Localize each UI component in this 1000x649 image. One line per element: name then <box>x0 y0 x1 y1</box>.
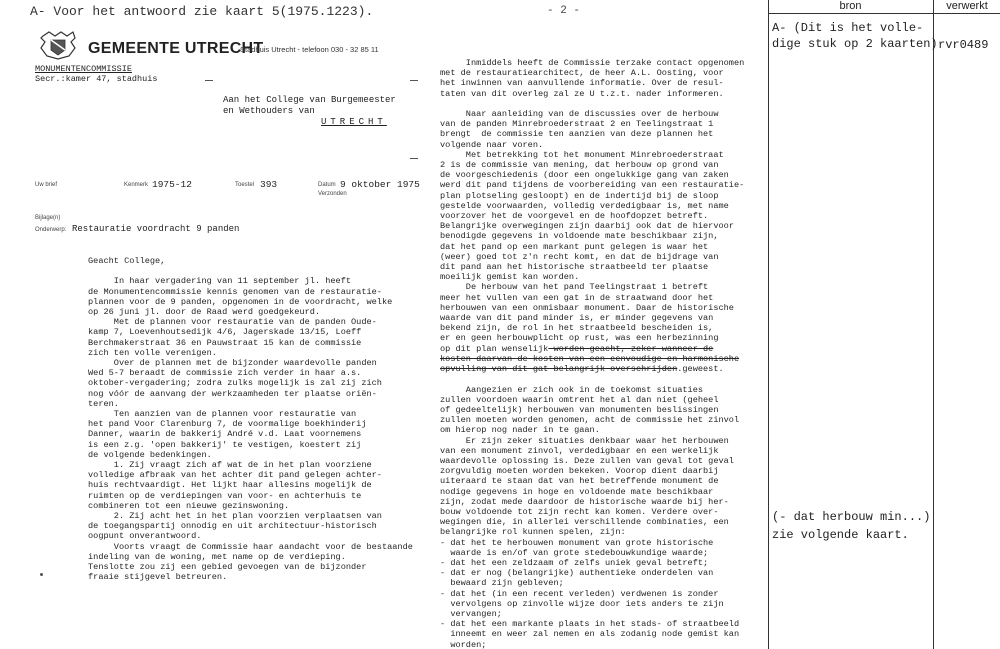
datum-value: 9 oktober 1975 <box>340 179 420 190</box>
verwerkt-value: rvr0489 <box>938 38 989 52</box>
struck-text: worden geacht, zeker wanneer de <box>548 343 714 354</box>
onderwerp-value: Restauratie voordracht 9 panden <box>72 224 240 234</box>
paper-speck <box>40 573 43 576</box>
commission-name: MONUMENTENCOMMISSIE <box>35 64 132 74</box>
column-divider <box>768 0 769 649</box>
fold-mark <box>410 80 418 81</box>
struck-text: opvulling van dit gat belangrijk overschrijden <box>440 364 678 375</box>
datum-label: Datum <box>318 182 336 188</box>
bron-note: A- (Dit is het volle- dige stuk op 2 kaarten) <box>772 21 938 51</box>
letter-body-right <box>440 58 744 649</box>
commission-room: Secr.:kamer 47, stadhuis <box>35 74 158 84</box>
addressee-city: UTRECHT <box>321 117 387 127</box>
addressee-line: en Wethouders van <box>223 106 315 116</box>
commission-block <box>35 64 157 84</box>
letter-paragraphs-b: Aangezien er zich ook in de toekomst situaties zullen voordoen waarin omtrent het al dan niet (geheel of gedeeltelijk) herbouwen van monumenten beslissingen zullen moeten worden genomen, acht de commissie het zinvol om hierop nog nader in te gaan. Er zijn zeker situaties denkbaar waar het herbouwen van een monument zinvol, verdedigbaar en een werkelijk waardevolle oplossing is. Deze zullen van geval tot geval zorgvuldig moeten worden bekeken. Voorop dient daarbij uiteraard te staan dat van het betreffende monument de nodige gegevens in hoge en voldoende mate beschikbaar zijn, zodat mede daardoor de historische waarde bij her- bouw voldoende tot zijn recht kan komen. Verdere over- wegingen die, in allerlei verschillende combinaties, een belangrijke rol kunnen spelen, zijn: - dat het te herbouwen monument van grote historische waarde is en/of van grote stedebouwkundige waarde; - dat het een zeldzaam of zelfs uniek geval betreft; - dat er nog (belangrijke) authentieke onderdelen van bewaard zijn gebleven; - dat het (in een recent verleden) verdwenen is zonder vervolgens op zinvolle wijze door iets anders te zijn vervangen; - dat het een markante plaats in het stads- of straatbeeld inneemt en weer zal nemen en als zodanig node gemist kan worden; <box>440 384 740 649</box>
fold-mark <box>410 158 418 159</box>
page-number: - 2 - <box>547 5 581 17</box>
city-crest-icon <box>35 30 81 60</box>
uw-brief-label: Uw brief <box>35 182 58 188</box>
verwerkt-header: verwerkt <box>946 0 988 12</box>
addressee-block <box>223 95 396 128</box>
column-divider <box>933 0 934 649</box>
bron-header: bron <box>839 0 862 12</box>
letter-body-left: Geacht College, In haar vergadering van 11 september jl. heeft de Monumentencommissie kennis genomen van de restauratie- plannen voor de 9 panden, opgenomen in de voordracht, welke op 26 juni jl. door de Raad werd goedgekeurd. Met de plannen voor restauratie van de panden Oude- kamp 7, Loevenhoutsedijk 4/6, Jagerskade 13/15, Loeff Berchmakerstraat 36 en Pauwstraat 15 kan de commissie zich ten volle verenigen. Over de plannen met de bijzonder waardevolle panden Wed 5-7 beraadt de commissie zich verder in haar a.s. oktober-vergadering; zodra zulks mogelijk is zal zij zich nog vóór de aanvang der werkzaamheden ter plaatse oriën- teren. Ten aanzien van de plannen voor restauratie van het pand Voor Clarenburg 7, de voormalige boekhinderij Danner, waarin de bakkerij André v.d. Laat voornemens is een z.g. 'open bakkerij' te vestigen, koestert zij de volgende bedenkingen. 1. Zij vraagt zich af wat de in het plan voorziene volledige afbraak van het achter dit pand gelegen achter- huis rechtvaardigt. Het lijkt haar allesins mogelijk de ruimten op de verdiepingen van voor- en achterhuis te combineren tot een nieuwe gezinswoning. 2. Zij acht het in het plan voorzien verplaatsen van de toegangspartij onnodig en uit architectuur-historisch oogpunt onverantwoord. Voorts vraagt de Commissie haar aandacht voor de bestaande indeling van de woning, met name op de verdieping. Tenslotte zou zij een gebied gevoegen van de bijzonder fraaie stijgevel betreuren. <box>88 256 413 583</box>
onderwerp-label: Onderwerp: <box>35 227 67 233</box>
toestel-label: Toestel <box>235 182 255 188</box>
handwritten-insert: .geweest. <box>677 364 724 375</box>
kenmerk-value: 1975-12 <box>152 179 192 190</box>
organization-name: GEMEENTE UTRECHT <box>88 40 264 57</box>
fold-mark <box>205 80 213 81</box>
organization-address: Stadhuis Utrecht - telefoon 030 - 32 85 11 <box>240 45 379 54</box>
letter-paragraphs-a: Inmiddels heeft de Commissie terzake contact opgenomen met de restauratiearchitect, de heer A.L. Oosting, voor het inwinnen van aanvullende informatie. Over de resul- taten van dit overleg zal ze U t.z.t. nader informeren. Naar aanleiding van de discussies over de herbouw van de panden Minrebroederstraat 2 en Teelingstraat 1 brengt de commissie ten aanzien van deze plannen het volgende naar voren. Met betrekking tot het monument Minrebroederstraat 2 is de commissie van mening, dat herbouw op grond van de voorgeschiedenis (door een ongelukkige gang van zaken werd dit pand tijdens de voorbereiding van een restauratie- plan plotseling gesloopt) en de indertijd bij de sloop gestelde voorwaarden, volledig verdedigbaar is, met name voorzover het de voorgevel en de hoofdopzet betreft. Belangrijke overwegingen zijn daarbij ook dat de hiervoor benodigde gegevens in voldoende mate beschikbaar zijn, dat het pand op een markant punt gelegen is waar het (weer) goed tot z'n recht komt, en dat de bijdrage van dit pand aan het historische straatbeeld ter plaatse moeilijk gemist kan worden. De herbouw van het pand Teelingstraat 1 betreft meer het vullen van een gat in de straatwand door het herbouwen van een onmisbaar monument. Daar de historische waarde van dit pand minder is, er minder gegevens van bekend zijn, de rol in het straatbeeld bescheiden is, er en geen herbouwplicht op rust, was een herbezinning op dit plan wenselijk <box>440 58 745 354</box>
bron-note-continued: (- dat herbouw min...) zie volgende kaart. <box>772 510 931 542</box>
verzonden-label: Verzonden <box>318 191 347 197</box>
bijlagen-label: Bijlage(n) <box>35 215 61 221</box>
toestel-value: 393 <box>260 179 278 190</box>
card-header-note: A- Voor het antwoord zie kaart 5(1975.1223). <box>30 4 374 19</box>
kenmerk-label: Kenmerk <box>124 182 149 188</box>
struck-text: kosten daarvan de kosten van een eenvoudige en harmonische <box>440 353 740 364</box>
index-card-panel <box>768 0 1000 649</box>
addressee-line: Aan het College van Burgemeester <box>223 95 396 105</box>
